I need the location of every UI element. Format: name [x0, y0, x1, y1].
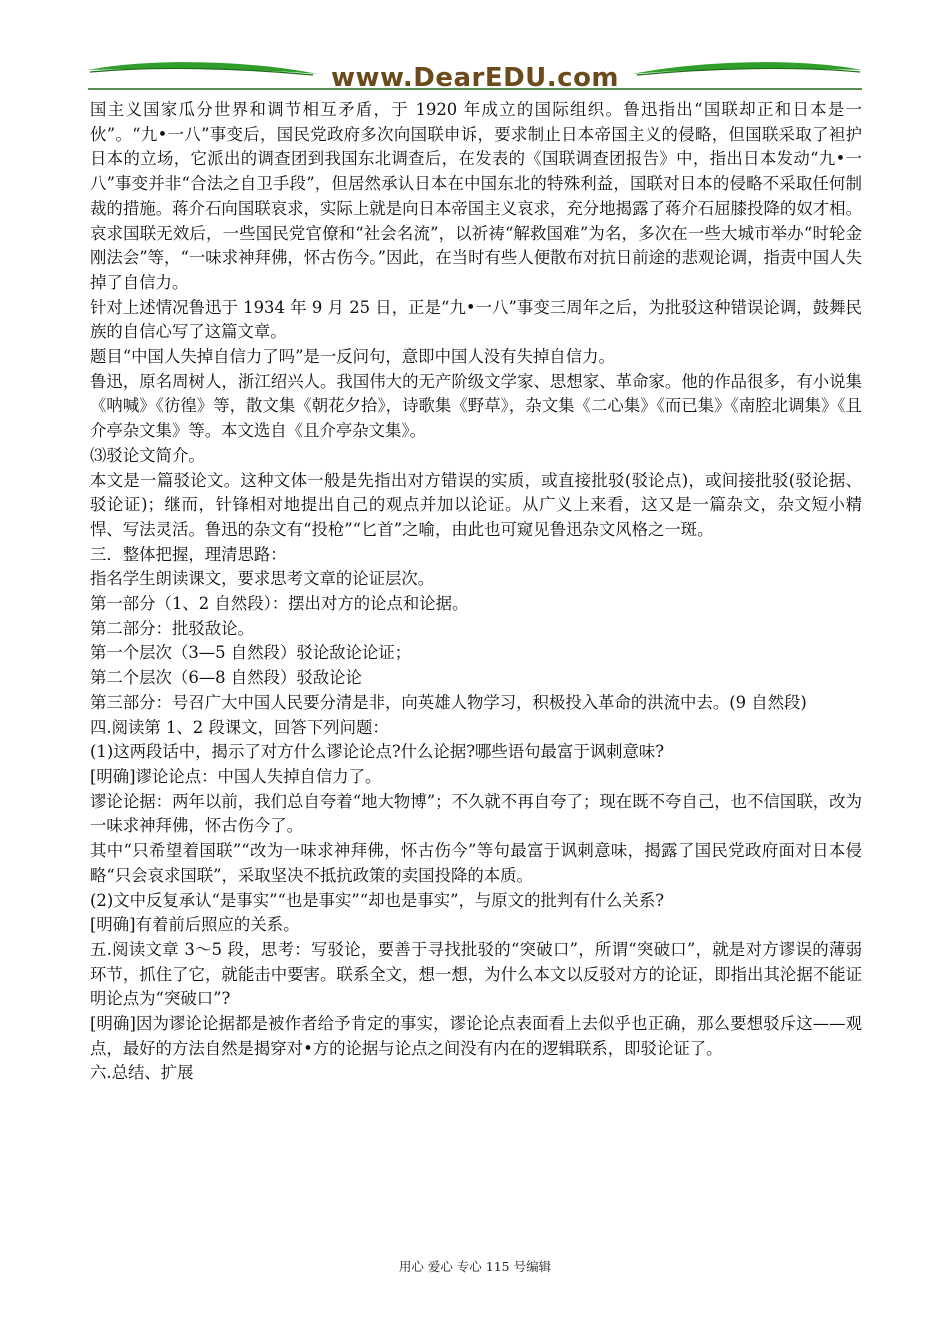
paragraph: 指名学生朗读课文，要求思考文章的论证层次。: [90, 569, 435, 589]
paragraph: 本文是一篇驳论文。这种文体一般是先指出对方错误的实质，或直接批驳(驳论点)，或间接批驳(驳论据、驳论证)；继而，针锋相对地提出自己的观点并加以论证。从广义上来看，这又是一篇杂文，杂文短小精悍、写法灵活。鲁迅的杂文有“投枪”“匕首”之喻，由此也可窥见鲁迅杂文风格之一斑。: [90, 470, 862, 539]
paragraph: [明确]有着前后照应的关系。: [90, 915, 300, 935]
paragraph: 国主义国家瓜分世界和调节相互矛盾，于 1920 年成立的国际组织。鲁迅指出“国联却正和日本是一伙”。“九•一八”事变后，国民党政府多次向国联申诉，要求制止日本帝国主义的侵略，但国联采取了袒护日本的立场，它派出的调查团到我国东北调查后，在发表的《国联调查团报告》中，指出日本发动“九•一八”事变并非“合法之自卫手段”，但居然承认日本在中国东北的特殊利益，国联对日本的侵略不采取任何制裁的措施。蒋介石向国联哀求，实际上就是向日本帝国主义哀求，充分地揭露了蒋介石屈膝投降的奴才相。哀求国联无效后，一些国民党官僚和“社会名流”，以祈祷“解救国难”为名，多次在一些大城市举办“时轮金刚法会”等，“一味求神拜佛，怀古伤今。”因此，在当时有些人便散布对抗日前途的悲观论调，指责中国人失掉了自信力。: [90, 100, 862, 292]
paragraph: 第二个层次（6—8 自然段）驳敌论论: [90, 668, 362, 688]
paragraph: 题目“中国人失掉自信力了吗”是一反问句，意即中国人没有失掉自信力。: [90, 347, 615, 367]
paragraph: 第一个层次（3—5 自然段）驳论敌论论证；: [90, 643, 412, 663]
page-footer: 用心 爱心 专心 115 号编辑: [398, 1259, 552, 1274]
paragraph: 其中“只希望着国联”“改为一味求神拜佛，怀古伤今”等句最富于讽刺意味，揭露了国民党政府面对日本侵略“只会哀求国联”，采取坚决不抵抗政策的卖国投降的本质。: [90, 841, 862, 885]
section-heading: 四.阅读第 1、2 段课文，回答下列问题：: [90, 717, 389, 737]
section-heading: 三．整体把握，理清思路：: [90, 544, 287, 564]
paragraph: 针对上述情况鲁迅于 1934 年 9 月 25 日，正是“九•一八”事变三周年之后，为批驳这种错误论调，鼓舞民族的自信心写了这篇文章。: [90, 297, 862, 342]
paragraph: (2)文中反复承认“是事实”“也是事实”“却也是事实”，与原文的批判有什么关系?: [90, 890, 664, 910]
paragraph: (1)这两段话中，揭示了对方什么谬论论点?什么论据?哪些语句最富于讽刺意味?: [90, 742, 665, 762]
document-body: [90, 98, 862, 1086]
section-heading: 六.总结、扩展: [90, 1063, 194, 1083]
paragraph: 谬论论据：两年以前，我们总自夸着“地大物博”；不久就不再自夸了；现在既不夸自己，也不信国联，改为一味求神拜佛，怀古伤今了。: [90, 791, 862, 836]
site-logo-text: www.DearEDU.com: [330, 63, 620, 93]
paragraph: 第一部分（1、2 自然段）：摆出对方的论点和论据。: [90, 594, 469, 614]
paragraph: 第二部分：批驳敌论。: [90, 618, 254, 638]
site-header-banner: [88, 58, 862, 92]
paragraph: 鲁迅，原名周树人，浙江绍兴人。我国伟大的无产阶级文学家、思想家、革命家。他的作品很多，有小说集《呐喊》《彷徨》等，散文集《朝花夕拾》，诗歌集《野草》，杂文集《二心集》《而已集》《南腔北调集》《且介亭杂文集》等。本文选自《且介亭杂文集》。: [90, 371, 862, 441]
paragraph: [明确]谬论论点：中国人失掉自信力了。: [90, 766, 382, 786]
section-heading: 五.阅读文章 3～5 段，思考：写驳论，要善于寻找批驳的“突破口”，所谓“突破口”，就是对方谬误的薄弱环节，抓住了它，就能击中要害。联系全文，想一想，为什么本文以反驳对方的论证，即指出其沦据不能证明论点为“突破口”?: [90, 939, 862, 1009]
paragraph: [明确]因为谬论论据都是被作者给予肯定的事实，谬论论点表面看上去似乎也正确，那么要想驳斥这——观点，最好的方法自然是揭穿对•方的论据与论点之间没有内在的逻辑联系，即驳论证了。: [90, 1014, 862, 1058]
paragraph: 第三部分：号召广大中国人民要分清是非，向英雄人物学习，积极投入革命的洪流中去。(9 自然段): [90, 692, 807, 712]
paragraph: ⑶驳论文简介。: [90, 445, 205, 465]
